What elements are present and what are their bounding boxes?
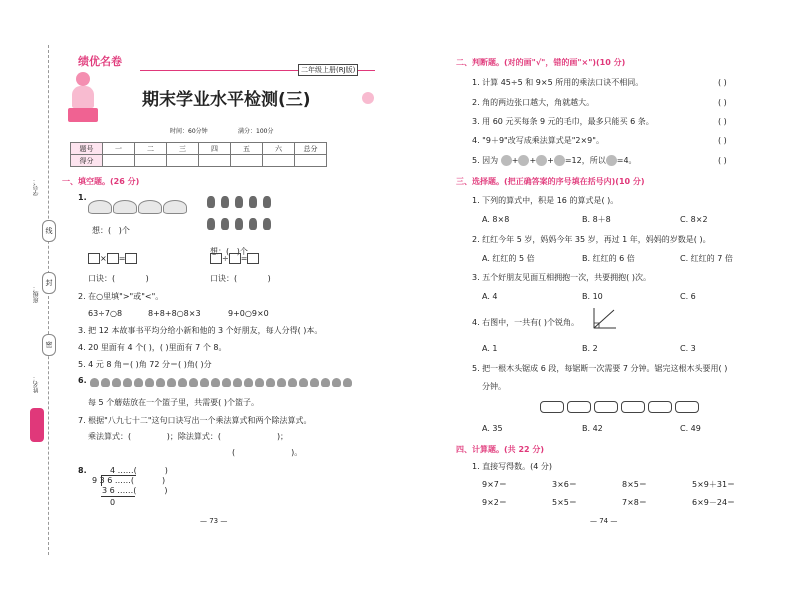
gray-circle-shape bbox=[606, 155, 617, 166]
q7-text: 7. 根据"八九七十二"这句口诀写出一个乘法算式和两个除法算式。 bbox=[78, 416, 312, 425]
q2-expr-2: 8+8+8○8×3 bbox=[148, 309, 201, 318]
judge-item-1: 1. 计算 45÷5 和 9×5 所用的乘法口诀不相同。 bbox=[472, 78, 644, 87]
gray-circle-shape bbox=[536, 155, 547, 166]
choice-q2-opt-b[interactable]: B. 红红的 6 倍 bbox=[582, 254, 635, 263]
rhyme-close: ) bbox=[267, 274, 271, 283]
section1-heading: 一、填空题。(26 分) bbox=[62, 177, 140, 186]
q1-rhyme-left bbox=[88, 274, 149, 284]
exam-time: 时间：60分钟 bbox=[170, 128, 208, 135]
div-rule bbox=[101, 496, 135, 497]
answer-box[interactable] bbox=[229, 253, 241, 264]
choice-q4-opt-a[interactable]: A. 1 bbox=[482, 344, 498, 353]
q7-mul-label: 乘法算式：( bbox=[88, 432, 132, 441]
score-input-cell[interactable] bbox=[295, 155, 327, 167]
think-close: )个 bbox=[236, 247, 248, 256]
times-sign: × bbox=[100, 254, 107, 263]
rabbit-illustration bbox=[207, 196, 282, 241]
think-label: 想：( bbox=[92, 226, 112, 235]
calc-item: 9×2＝ bbox=[482, 498, 507, 507]
score-cell: 二 bbox=[135, 143, 167, 155]
choice-q1-opt-b[interactable]: B. 8＋8 bbox=[582, 215, 611, 224]
calc-item: 6×9－24＝ bbox=[692, 498, 736, 507]
rhyme-label: 口诀：( bbox=[88, 274, 116, 283]
section3-heading: 三、选择题。(把正确答案的序号填在括号内)(10 分) bbox=[456, 177, 645, 186]
score-cell: 总分 bbox=[295, 143, 327, 155]
judge5-prefix: 5. 因为 bbox=[472, 156, 499, 165]
rhyme-close: ) bbox=[145, 274, 149, 283]
q1-div-boxes bbox=[210, 253, 259, 264]
page-number-right: — 74 — bbox=[590, 517, 618, 525]
section4-heading: 四、计算题。(共 22 分) bbox=[456, 445, 545, 454]
score-cell: 一 bbox=[103, 143, 135, 155]
judge-item-2: 2. 角的两边张口越大，角就越大。 bbox=[472, 98, 595, 107]
page-number-left: — 73 — bbox=[200, 517, 228, 525]
long-division bbox=[92, 466, 202, 508]
side-student-id: 学号： bbox=[33, 178, 40, 196]
q2-text: 2. 在○里填">"或"<"。 bbox=[78, 292, 164, 301]
score-cell: 六 bbox=[263, 143, 295, 155]
equals-sign: = bbox=[240, 254, 248, 263]
mushroom-illustration bbox=[90, 378, 360, 390]
answer-box[interactable] bbox=[125, 253, 137, 264]
choice-q5-opt-b[interactable]: B. 42 bbox=[582, 424, 603, 433]
judge-answer-4[interactable]: ( ) bbox=[718, 136, 727, 145]
calc-item: 8×5＝ bbox=[622, 480, 647, 489]
q4-text: 4. 20 里面有 4 个( )，( )里面有 7 个 8。 bbox=[78, 343, 227, 352]
brand-logo bbox=[78, 55, 138, 73]
answer-box[interactable] bbox=[107, 253, 119, 264]
choice-q2-opt-a[interactable]: A. 红红的 5 倍 bbox=[482, 254, 535, 263]
equals-sign: = bbox=[118, 254, 126, 263]
judge-answer-3[interactable]: ( ) bbox=[718, 117, 727, 126]
judge5-end: =4。 bbox=[616, 156, 637, 165]
calc-item: 7×8＝ bbox=[622, 498, 647, 507]
seal-mark-feng: 封 bbox=[42, 272, 56, 294]
choice-q4-opt-c[interactable]: C. 3 bbox=[680, 344, 696, 353]
calc-item: 3×6＝ bbox=[552, 480, 577, 489]
think-label: 想：( bbox=[210, 247, 230, 256]
bun-illustration bbox=[88, 200, 188, 220]
q7-end2: )。 bbox=[291, 448, 303, 457]
answer-box[interactable] bbox=[88, 253, 100, 264]
choice-q2-opt-c[interactable]: C. 红红的 7 倍 bbox=[680, 254, 733, 263]
score-input-cell[interactable] bbox=[263, 155, 295, 167]
gray-circle-shape bbox=[554, 155, 565, 166]
choice-q1: 1. 下列的算式中，积是 16 的算式是( )。 bbox=[472, 196, 619, 205]
exam-score: 满分：100分 bbox=[238, 128, 274, 135]
answer-box[interactable] bbox=[247, 253, 259, 264]
score-table bbox=[70, 142, 327, 167]
choice-q3-opt-a[interactable]: A. 4 bbox=[482, 292, 498, 301]
score-header-row bbox=[71, 143, 327, 155]
q1-number: 1. bbox=[78, 193, 87, 202]
q5-text: 5. 4 元 8 角＝( )角 72 分＝( )角( )分 bbox=[78, 360, 212, 369]
binding-line bbox=[48, 45, 49, 555]
score-input-cell[interactable] bbox=[103, 155, 135, 167]
score-cell: 三 bbox=[167, 143, 199, 155]
page-title: 期末学业水平检测(三) bbox=[142, 90, 311, 110]
score-input-cell[interactable] bbox=[167, 155, 199, 167]
div-row: 9 3 6 ……( ) bbox=[92, 476, 166, 485]
side-class: 班级： bbox=[33, 285, 40, 303]
score-input-cell[interactable] bbox=[135, 155, 167, 167]
choice-q2: 2. 红红今年 5 岁，妈妈今年 35 岁，再过 1 年，妈妈的岁数是( )。 bbox=[472, 235, 711, 244]
score-input-cell[interactable] bbox=[199, 155, 231, 167]
judge5-mid: =12，所以 bbox=[564, 156, 606, 165]
judge-item-4: 4. "9＋9"改写成乘法算式是"2×9"。 bbox=[472, 136, 604, 145]
choice-q4-opt-b[interactable]: B. 2 bbox=[582, 344, 598, 353]
div-row: 0 bbox=[110, 498, 116, 507]
q7-paren-open: ( bbox=[232, 448, 236, 457]
calc-q1: 1. 直接写得数。(4 分) bbox=[472, 462, 553, 471]
q2-expr-1: 63÷7○8 bbox=[88, 309, 123, 318]
angle-figure bbox=[592, 306, 618, 330]
choice-q3-opt-b[interactable]: B. 10 bbox=[582, 292, 603, 301]
calc-item: 9×7＝ bbox=[482, 480, 507, 489]
choice-q3: 3. 五个好朋友见面互相拥抱一次，共要拥抱( )次。 bbox=[472, 273, 651, 282]
choice-q5-cont: 分钟。 bbox=[482, 382, 506, 391]
girl-illustration bbox=[68, 72, 100, 124]
choice-q3-opt-c[interactable]: C. 6 bbox=[680, 292, 696, 301]
grade-tag: 二年级上册(RJ版) bbox=[298, 64, 358, 76]
score-cell: 五 bbox=[231, 143, 263, 155]
q7-answer-line1 bbox=[88, 432, 288, 442]
choice-q1-opt-a[interactable]: A. 8×8 bbox=[482, 215, 510, 224]
seal-mark-mi: 密 bbox=[42, 334, 56, 356]
judge-answer-1[interactable]: ( ) bbox=[718, 78, 727, 87]
brand-text: 绩优名卷 bbox=[78, 55, 122, 68]
section2-heading: 二、判断题。(对的画"√"，错的画"×")(10 分) bbox=[456, 58, 626, 67]
gray-circle-shape bbox=[518, 155, 529, 166]
score-cell: 四 bbox=[199, 143, 231, 155]
score-cell: 题号 bbox=[71, 143, 103, 155]
q1-mul-boxes bbox=[88, 253, 137, 264]
div-sign: ÷ bbox=[222, 254, 229, 263]
rhyme-label: 口诀：( bbox=[210, 274, 238, 283]
q7-answer-line2 bbox=[232, 448, 302, 458]
choice-q5-opt-c[interactable]: C. 49 bbox=[680, 424, 701, 433]
title-ornament bbox=[362, 92, 374, 104]
div-row: 4 ……( ) bbox=[110, 466, 168, 475]
q3-text: 3. 把 12 本故事书平均分给小新和他的 3 个好朋友，每人分得( )本。 bbox=[78, 326, 323, 335]
judge-answer-2[interactable]: ( ) bbox=[718, 98, 727, 107]
score-cell: 得分 bbox=[71, 155, 103, 167]
choice-q5: 5. 把一根木头锯成 6 段，每锯断一次需要 7 分钟。锯完这根木头要用( ) bbox=[472, 364, 728, 373]
choice-q4: 4. 右图中，一共有( )个锐角。 bbox=[472, 318, 579, 327]
seal-mark-xian: 线 bbox=[42, 220, 56, 242]
log-figure bbox=[540, 400, 700, 414]
q8-number: 8. bbox=[78, 466, 87, 475]
think-close: )个 bbox=[118, 226, 130, 235]
q1-rhyme-right bbox=[210, 274, 271, 284]
score-input-cell[interactable] bbox=[231, 155, 263, 167]
score-value-row bbox=[71, 155, 327, 167]
side-brand-logo bbox=[30, 408, 44, 442]
q2-expr-3: 9+0○9×0 bbox=[228, 309, 269, 318]
div-bracket bbox=[101, 475, 136, 486]
calc-item: 5×5＝ bbox=[552, 498, 577, 507]
div-row: 3 6 ……( ) bbox=[102, 486, 168, 495]
judge-item-3: 3. 用 60 元买每条 9 元的毛巾，最多只能买 6 条。 bbox=[472, 117, 654, 126]
judge-item-5: 5. 因为 + + + =12，所以 =4。 bbox=[472, 156, 637, 165]
side-name: 姓名： bbox=[33, 375, 40, 393]
judge-answer-5[interactable]: ( ) bbox=[718, 156, 727, 165]
q7-div-label: )；除法算式：( bbox=[166, 432, 221, 441]
q1-think-left bbox=[92, 226, 130, 236]
q6-text: 每 5 个蘑菇放在一个篮子里，共需要( )个篮子。 bbox=[88, 398, 259, 407]
q6-number: 6. bbox=[78, 376, 87, 385]
gray-circle-shape bbox=[501, 155, 512, 166]
calc-item: 5×9＋31＝ bbox=[692, 480, 736, 489]
answer-box[interactable] bbox=[210, 253, 222, 264]
choice-q1-opt-c[interactable]: C. 8×2 bbox=[680, 215, 708, 224]
choice-q5-opt-a[interactable]: A. 35 bbox=[482, 424, 503, 433]
q7-end1: )； bbox=[276, 432, 289, 441]
